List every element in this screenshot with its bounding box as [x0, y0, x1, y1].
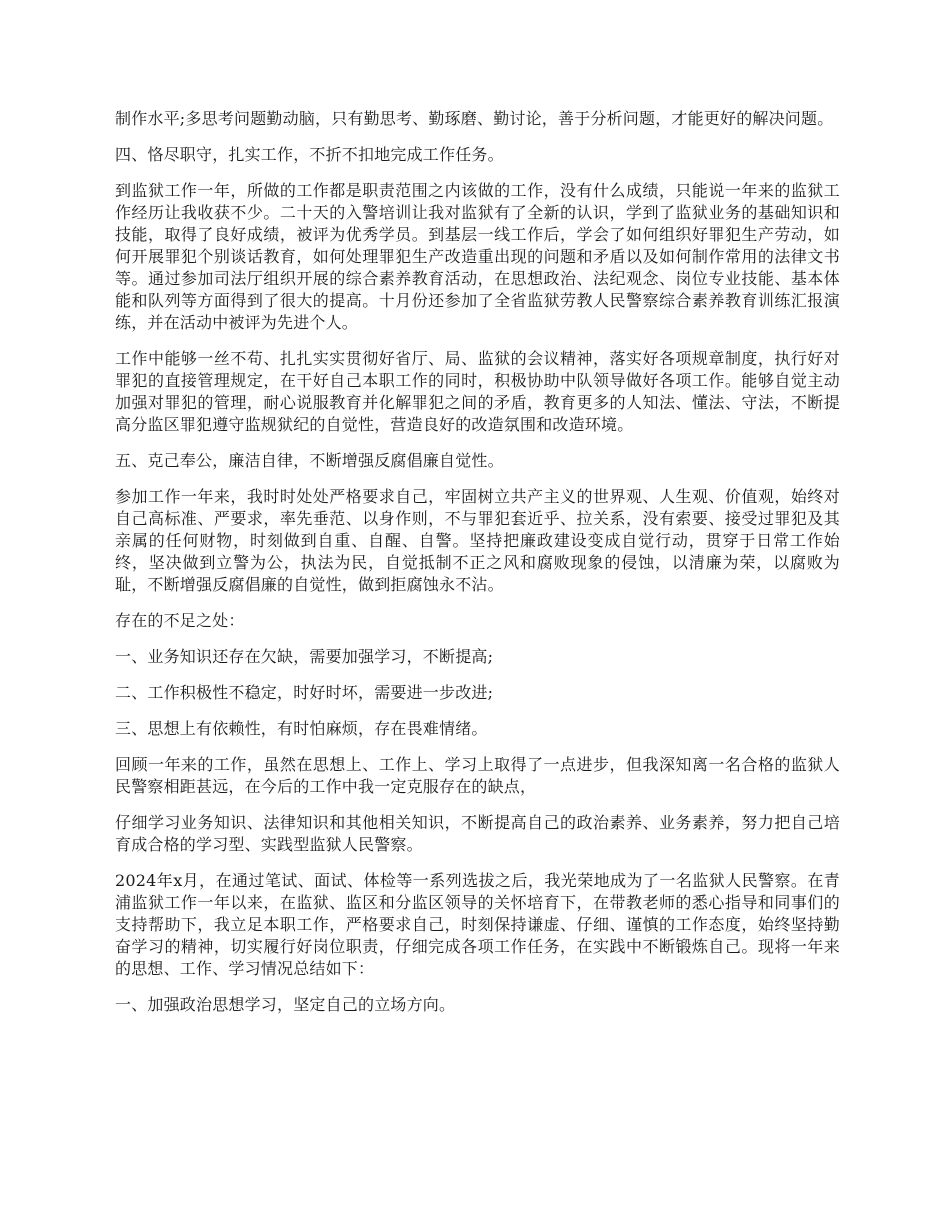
- list-item: 三、思想上有依赖性，有时怕麻烦，存在畏难情绪。: [115, 719, 488, 738]
- paragraph: 工作中能够一丝不苟、扎扎实实贯彻好省厅、局、监狱的会议精神，落实好各项规章制度，执行好对罪犯的直接管理规定，在干好自己本职工作的同时，积极协助中队领导做好各项工作。能够自觉主动加强对罪犯的管理，耐心说服教育并化解罪犯之间的矛盾，教育更多的人知法、懂法、守法，不断提高分监区罪犯遵守监规狱纪的自觉性，营造良好的改造氛围和改造环境。: [115, 349, 840, 434]
- section-heading: 四、恪尽职守，扎实工作，不折不扣地完成工作任务。: [115, 145, 504, 164]
- section-heading: 五、克己奉公，廉洁自律，不断增强反腐倡廉自觉性。: [115, 451, 504, 470]
- paragraph: 2024年x月，在通过笔试、面试、体检等一系列选拔之后，我光荣地成为了一名监狱人民警察。在青浦监狱工作一年以来，在监狱、监区和分监区领导的关怀培育下，在带教老师的悉心指导和同事们的支持帮助下，我立足本职工作，严格要求自己，时刻保持谦虚、仔细、谨慎的工作态度，始终坚持勤奋学习的精神，切实履行好岗位职责，仔细完成各项工作任务，在实践中不断锻炼自己。现将一年来的思想、工作、学习情况总结如下：: [115, 871, 840, 978]
- list-item: 二、工作积极性不稳定，时好时坏，需要进一步改进;: [115, 683, 494, 702]
- list-heading: 存在的不足之处：: [115, 611, 245, 630]
- paragraph: 到监狱工作一年，所做的工作都是职责范围之内该做的工作，没有什么成绩，只能说一年来的监狱工作经历让我收获不少。二十天的入警培训让我对监狱有了全新的认识，学到了监狱业务的基础知识和技能，取得了良好成绩，被评为优秀学员。到基层一线工作后，学会了如何组织好罪犯生产劳动，如何开展罪犯个别谈话教育，如何处理罪犯生产改造重出现的问题和矛盾以及如何制作常用的法律文书等。通过参加司法厅组织开展的综合素养教育活动，在思想政治、法纪观念、岗位专业技能、基本体能和队列等方面得到了很大的提高。十月份还参加了全省监狱劳教人民警察综合素养教育训练汇报演练，并在活动中被评为先进个人。: [115, 181, 840, 332]
- paragraph: 回顾一年来的工作，虽然在思想上、工作上、学习上取得了一点进步，但我深知离一名合格的监狱人民警察相距甚远，在今后的工作中我一定克服存在的缺点，: [115, 755, 840, 796]
- paragraph: 制作水平;多思考问题勤动脑，只有勤思考、勤琢磨、勤讨论，善于分析问题，才能更好的解决问题。: [115, 109, 834, 128]
- paragraph: 参加工作一年来，我时时处处严格要求自己，牢固树立共产主义的世界观、人生观、价值观，始终对自己高标准、严要求，率先垂范、以身作则，不与罪犯套近乎、拉关系，没有索要、接受过罪犯及其亲属的任何财物，时刻做到自重、自醒、自警。坚持把廉政建设变成自觉行动，贯穿于日常工作始终，坚决做到立警为公，执法为民，自觉抵制不正之风和腐败现象的侵蚀，以清廉为荣，以腐败为耻，不断增强反腐倡廉的自觉性，做到拒腐蚀永不沾。: [115, 487, 840, 594]
- document-page: [115, 108, 840, 1030]
- section-heading: 一、加强政治思想学习，坚定自己的立场方向。: [115, 995, 456, 1014]
- list-item: 一、业务知识还存在欠缺，需要加强学习，不断提高;: [115, 647, 494, 666]
- paragraph: 仔细学习业务知识、法律知识和其他相关知识，不断提高自己的政治素养、业务素养，努力把自己培育成合格的学习型、实践型监狱人民警察。: [115, 813, 840, 854]
